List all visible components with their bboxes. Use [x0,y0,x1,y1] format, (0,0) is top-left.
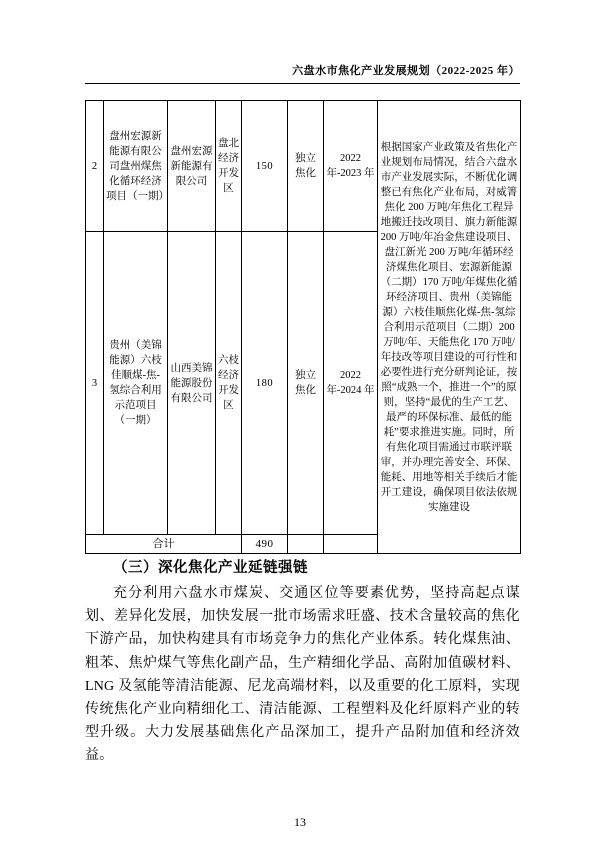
cell-project-name: 盘州宏源新能源有限公司盘州煤焦化循环经济项目（一期） [104,101,168,232]
cell-location: 六枝经济开发区 [216,232,242,535]
cell-company: 山西美锦能源股份有限公司 [168,232,216,535]
header-divider [85,83,520,84]
cell-company: 盘州宏源新能源有限公司 [168,101,216,232]
page-header [85,62,520,84]
cell-empty-type [288,535,324,554]
cell-row-index: 3 [86,232,104,535]
cell-location: 盘北经济开发区 [216,101,242,232]
cell-project-name: 贵州（美锦能源）六枝佳顺煤-焦-氢综合利用示范项目（一期） [104,232,168,535]
cell-schedule: 2022 年-2023 年 [324,101,378,232]
cell-capacity: 180 [242,232,288,535]
cell-remarks: 根据国家产业政策及省焦化产业规划布局情况，结合六盘水市产业发展实际，不断优化调整已有焦化产业布局，对威箐焦化 200 万吨/年焦化工程异地搬迁技改项目、旗力新能源 200 万吨/年冶金焦建设项目、盘江新光 200 万吨/年循环经济煤焦化项目、宏源新能源（二期）170 万吨/年煤焦化循环经济项目、贵州（美锦能源）六枝佳顺焦化煤-焦-氢综合利用示范项目（二期）200 万吨/年、天能焦化 170 万吨/年技改等项目建设的可行性和必要性进行充分研判论证，按照“成熟一个，推进一个”的原则，坚持“最优的生产工艺、最严的环保标准、最低的能耗”要求推进实施。同时，所有焦化项目需通过市联评联审，并办理完善安全、环保、能耗、用地等相关手续后才能开工建设，确保项目依法依规实施建设 [378,101,521,554]
cell-total-capacity: 490 [242,535,288,554]
table-row [86,101,521,232]
cell-type: 独立焦化 [288,232,324,535]
cell-capacity: 150 [242,101,288,232]
section-heading: （三）深化焦化产业延链强链 [113,560,308,576]
section-paragraph: 充分利用六盘水市煤炭、交通区位等要素优势，坚持高起点谋划、差异化发展，加快发展一批市场需求旺盛、技术含量较高的焦化下游产品，加快构建具有市场竞争力的焦化产业体系。转化煤焦油、粗苯、焦炉煤气等焦化副产品，生产精细化学品、高附加值碳材料、LNG 及氢能等清洁能源、尼龙高端材料，以及重要的化工原料，实现传统焦化产业向精细化工、清洁能源、工程塑料及化纤原料产业的转型升级。大力发展基础焦化产品深加工，提升产品附加值和经济效益。 [85,586,520,764]
cell-type: 独立焦化 [288,101,324,232]
document-title: 六盘水市焦化产业发展规划（2022-2025 年） [292,65,520,77]
page-number: 13 [294,815,306,829]
cell-row-index: 2 [86,101,104,232]
projects-table [85,100,521,554]
cell-empty-schedule [324,535,378,554]
cell-schedule: 2022 年-2024 年 [324,232,378,535]
cell-total-label: 合计 [86,535,242,554]
